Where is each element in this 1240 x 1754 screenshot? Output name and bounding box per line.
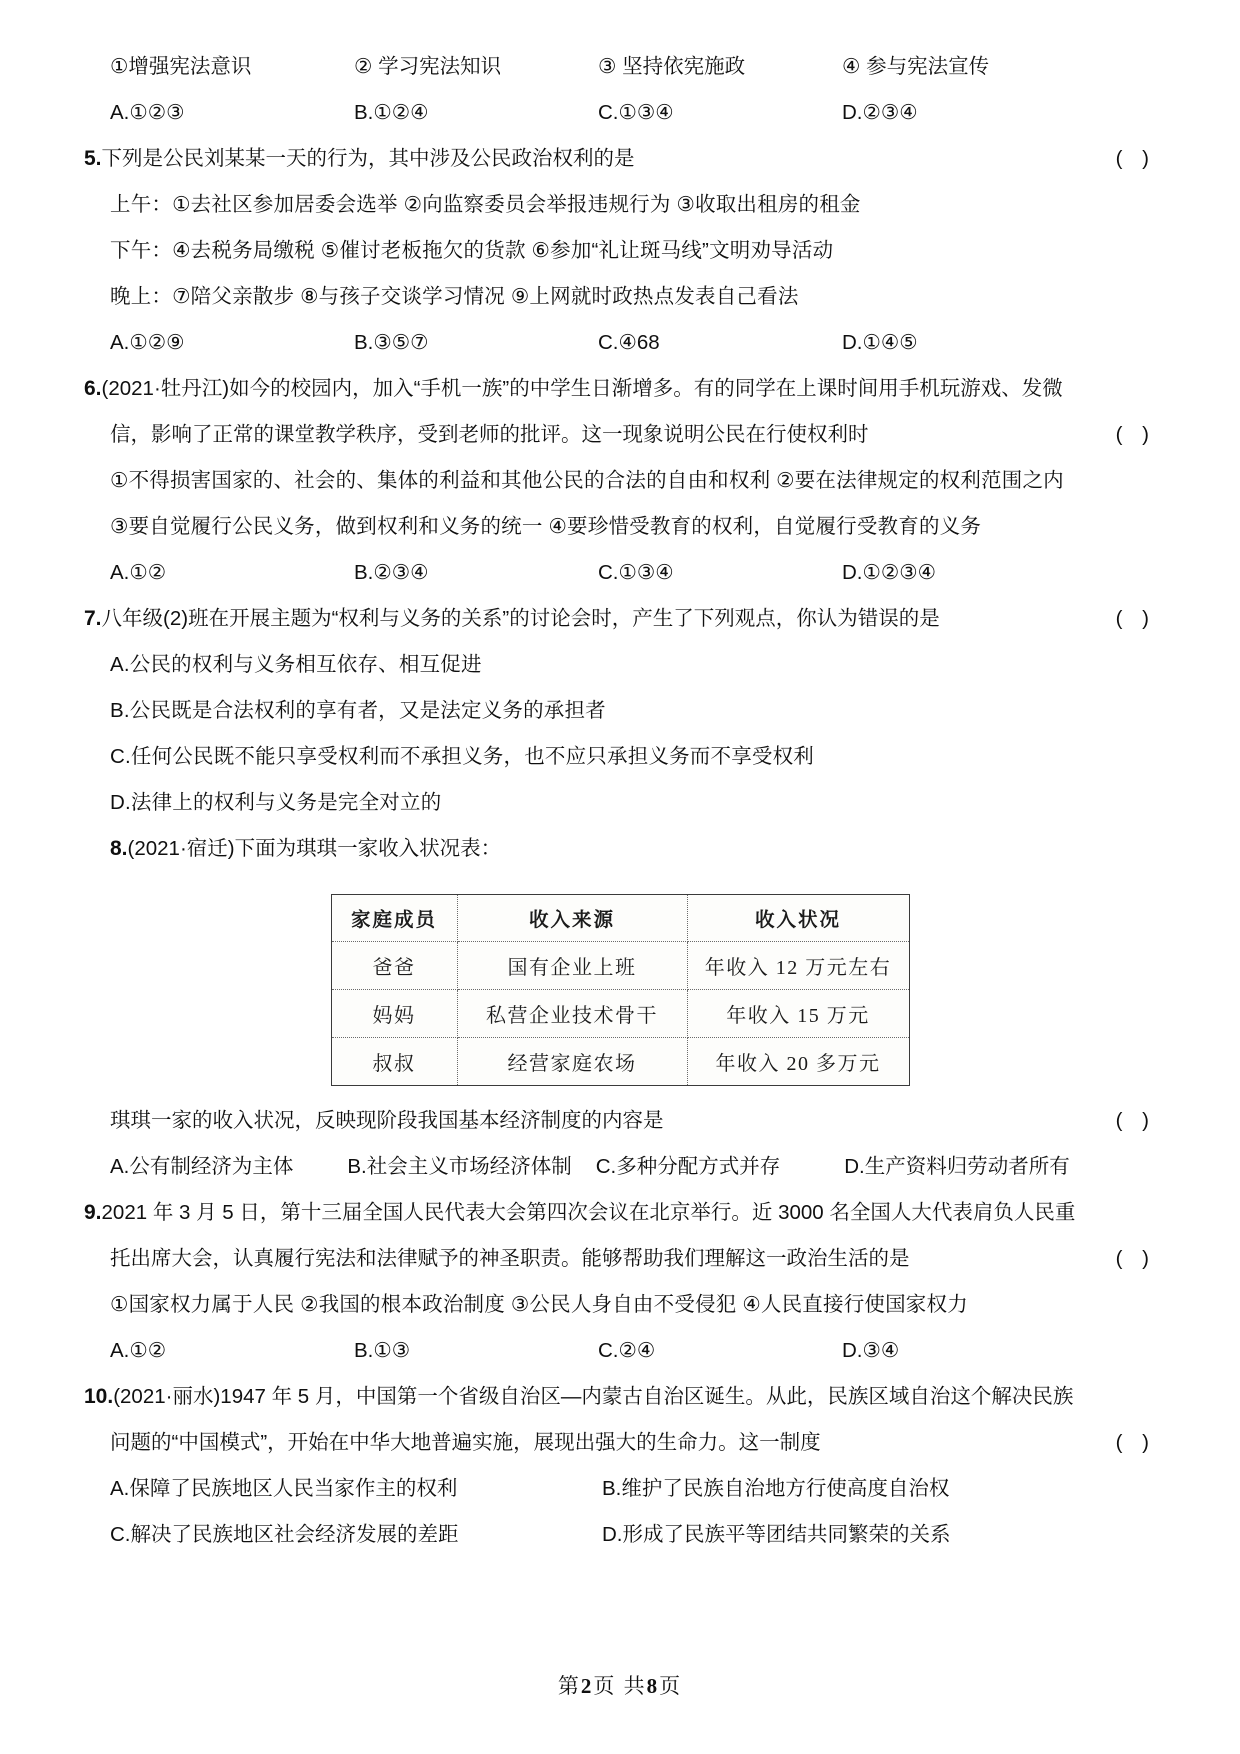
table-header-source: 收入来源 (457, 895, 687, 942)
question-8-option-b[interactable]: B.社会主义市场经济体制 (347, 1155, 572, 1178)
question-7-option-d[interactable]: D.法律上的权利与义务是完全对立的 (110, 791, 442, 814)
table-cell-source: 私营企业技术骨干 (457, 990, 687, 1038)
question-8-stem (84, 826, 1156, 872)
question-5-body-line-2: 下午：④去税务局缴税 ⑤催讨老板拖欠的货款 ⑥参加“礼让斑马线”文明劝导活动 (110, 239, 834, 262)
q4-option-a[interactable]: A.①②③ (110, 101, 185, 124)
question-10-stem-line-2 (84, 1420, 1156, 1466)
question-10-option-a[interactable]: A.保障了民族地区人民当家作主的权利 (110, 1477, 458, 1500)
table-header-member: 家庭成员 (331, 895, 457, 942)
question-7-option-a[interactable]: A.公民的权利与义务相互依存、相互促进 (110, 653, 482, 676)
question-6-body-line-1: ①不得损害国家的、社会的、集体的利益和其他公民的合法的自由和权利 ②要在法律规定的权利范围之内 (110, 469, 1064, 492)
question-8-option-d[interactable]: D.生产资料归劳动者所有 (844, 1155, 1070, 1178)
income-status-table (331, 894, 910, 1086)
question-10-text-2: 问题的“中国模式”，开始在中华大地普遍实施，展现出强大的生命力。这一制度 (110, 1431, 821, 1454)
question-5-option-d[interactable]: D.①④⑤ (842, 331, 918, 354)
question-10-text-1: (2021·丽水)1947 年 5 月，中国第一个省级自治区—内蒙古自治区诞生。从此，民族区域自治这个解决民族 (113, 1385, 1074, 1408)
question-5-body-line-1: 上午：①去社区参加居委会选举 ②向监察委员会举报违规行为 ③收取出租房的租金 (110, 193, 861, 216)
table-cell-member: 叔叔 (331, 1038, 457, 1086)
question-5-answer-blank[interactable]: ( ) (1115, 147, 1156, 170)
table-cell-source: 经营家庭农场 (457, 1038, 687, 1086)
table-cell-status: 年收入 20 多万元 (715, 1053, 881, 1075)
question-10-option-b[interactable]: B.维护了民族自治地方行使高度自治权 (602, 1477, 950, 1500)
question-6-number: 6. (84, 377, 102, 400)
question-7-option-c[interactable]: C.任何公民既不能只享受权利而不承担义务，也不应只承担义务而不享受权利 (110, 745, 814, 768)
table-cell-source: 国有企业上班 (457, 942, 687, 990)
question-6-option-row (84, 550, 1156, 596)
table-cell-status: 年收入 12 万元左右 (687, 942, 909, 990)
question-9-option-b[interactable]: B.①③ (354, 1339, 411, 1362)
question-7-answer-blank[interactable]: ( ) (1115, 607, 1156, 630)
question-10-option-c[interactable]: C.解决了民族地区社会经济发展的差距 (110, 1523, 459, 1546)
q4-item-4: ④ 参与宪法宣传 (842, 55, 990, 78)
question-6-stem-line-2 (84, 412, 1156, 458)
question-9-body-line-1: ①国家权力属于人民 ②我国的根本政治制度 ③公民人身自由不受侵犯 ④人民直接行使国家权力 (110, 1293, 968, 1316)
question-6-answer-blank[interactable]: ( ) (1115, 423, 1156, 446)
question-8-answer-blank[interactable]: ( ) (1115, 1109, 1156, 1132)
question-5-option-c[interactable]: C.④68 (598, 331, 660, 354)
question-9-stem-line-2 (84, 1236, 1156, 1282)
question-9-number: 9. (84, 1201, 102, 1224)
question-6-body-line-2: ③要自觉履行公民义务，做到权利和义务的统一 ④要珍惜受教育的权利，自觉履行受教育的义务 (110, 515, 982, 538)
page-footer (0, 1670, 1240, 1700)
question-6-option-d[interactable]: D.①②③④ (842, 561, 937, 584)
question-5-option-b[interactable]: B.③⑤⑦ (354, 331, 429, 354)
question-8-option-row (84, 1144, 1156, 1190)
question-9-option-c[interactable]: C.②④ (598, 1339, 656, 1362)
table-cell-member: 爸爸 (331, 942, 457, 990)
question-8-option-c[interactable]: C.多种分配方式并存 (595, 1155, 781, 1178)
question-10-answer-blank[interactable]: ( ) (1115, 1431, 1156, 1454)
question-10-option-d[interactable]: D.形成了民族平等团结共同繁荣的关系 (602, 1523, 951, 1546)
question-10-stem-line-1 (84, 1374, 1156, 1420)
question-9-option-d[interactable]: D.③④ (842, 1339, 900, 1362)
question-9-text-1: 2021 年 3 月 5 日，第十三届全国人民代表大会第四次会议在北京举行。近 3000 名全国人大代表肩负人民重 (101, 1201, 1076, 1224)
question-9-stem-line-1 (84, 1190, 1156, 1236)
question-7-text: 八年级(2)班在开展主题为“权利与义务的关系”的讨论会时，产生了下列观点，你认为错误的是 (101, 607, 940, 630)
table-row (331, 942, 909, 990)
question-5-stem (84, 136, 1156, 182)
q4-option-b[interactable]: B.①②④ (354, 101, 429, 124)
question-8-number: 8. (110, 837, 128, 860)
question-9-answer-blank[interactable]: ( ) (1115, 1247, 1156, 1270)
question-6-text-1: (2021·牡丹江)如今的校园内，加入“手机一族”的中学生日渐增多。有的同学在上课时间用手机玩游戏、发微 (101, 377, 1063, 400)
question-10-option-row-2 (84, 1512, 1156, 1558)
footer-current-page: 2 (580, 1674, 594, 1698)
question-6-option-c[interactable]: C.①③④ (598, 561, 674, 584)
income-table-container (84, 894, 1156, 1086)
question-9-text-2: 托出席大会，认真履行宪法和法律赋予的神圣职责。能够帮助我们理解这一政治生活的是 (110, 1247, 910, 1270)
q4-option-d[interactable]: D.②③④ (842, 101, 918, 124)
q4-item-2: ② 学习宪法知识 (354, 55, 502, 78)
table-header-status: 收入状况 (687, 895, 909, 942)
question-8-option-a[interactable]: A.公有制经济为主体 (110, 1155, 294, 1178)
question-6-option-b[interactable]: B.②③④ (354, 561, 429, 584)
footer-total-pages: 8 (646, 1674, 660, 1698)
question-7-number: 7. (84, 607, 102, 630)
question-6-stem-line-1 (84, 366, 1156, 412)
footer-prefix: 第 (557, 1674, 581, 1698)
question-5-number: 5. (84, 147, 102, 170)
question-5-option-a[interactable]: A.①②⑨ (110, 331, 185, 354)
question-5-body-line-3: 晚上：⑦陪父亲散步 ⑧与孩子交谈学习情况 ⑨上网就时政热点发表自己看法 (110, 285, 799, 308)
question-10-number: 10. (84, 1385, 114, 1408)
table-cell-member: 妈妈 (331, 990, 457, 1038)
table-header-row (331, 895, 909, 942)
q4-option-row (84, 90, 1156, 136)
question-5-text: 下列是公民刘某某一天的行为，其中涉及公民政治权利的是 (101, 147, 635, 170)
q4-item-row (84, 44, 1156, 90)
question-7-option-b[interactable]: B.公民既是合法权利的享有者，又是法定义务的承担者 (110, 699, 606, 722)
question-10-option-row-1 (84, 1466, 1156, 1512)
question-5-option-row (84, 320, 1156, 366)
question-9-option-row (84, 1328, 1156, 1374)
question-6-option-a[interactable]: A.①② (110, 561, 167, 584)
question-8-text: (2021·宿迁)下面为琪琪一家收入状况表： (127, 837, 502, 860)
question-8-followup-text: 琪琪一家的收入状况，反映现阶段我国基本经济制度的内容是 (110, 1109, 664, 1132)
question-8-followup (84, 1098, 1156, 1144)
q4-option-c[interactable]: C.①③④ (598, 101, 674, 124)
question-7-stem (84, 596, 1156, 642)
question-9-option-a[interactable]: A.①② (110, 1339, 167, 1362)
q4-item-1: ①增强宪法意识 (110, 55, 252, 78)
footer-middle: 页 共 (593, 1674, 647, 1698)
table-cell-status: 年收入 15 万元 (687, 990, 909, 1038)
q4-item-3: ③ 坚持依宪施政 (598, 55, 746, 78)
table-row (331, 1038, 909, 1086)
footer-suffix: 页 (659, 1674, 683, 1698)
question-6-text-2: 信，影响了正常的课堂教学秩序，受到老师的批评。这一现象说明公民在行使权利时 (110, 423, 869, 446)
table-row (331, 990, 909, 1038)
